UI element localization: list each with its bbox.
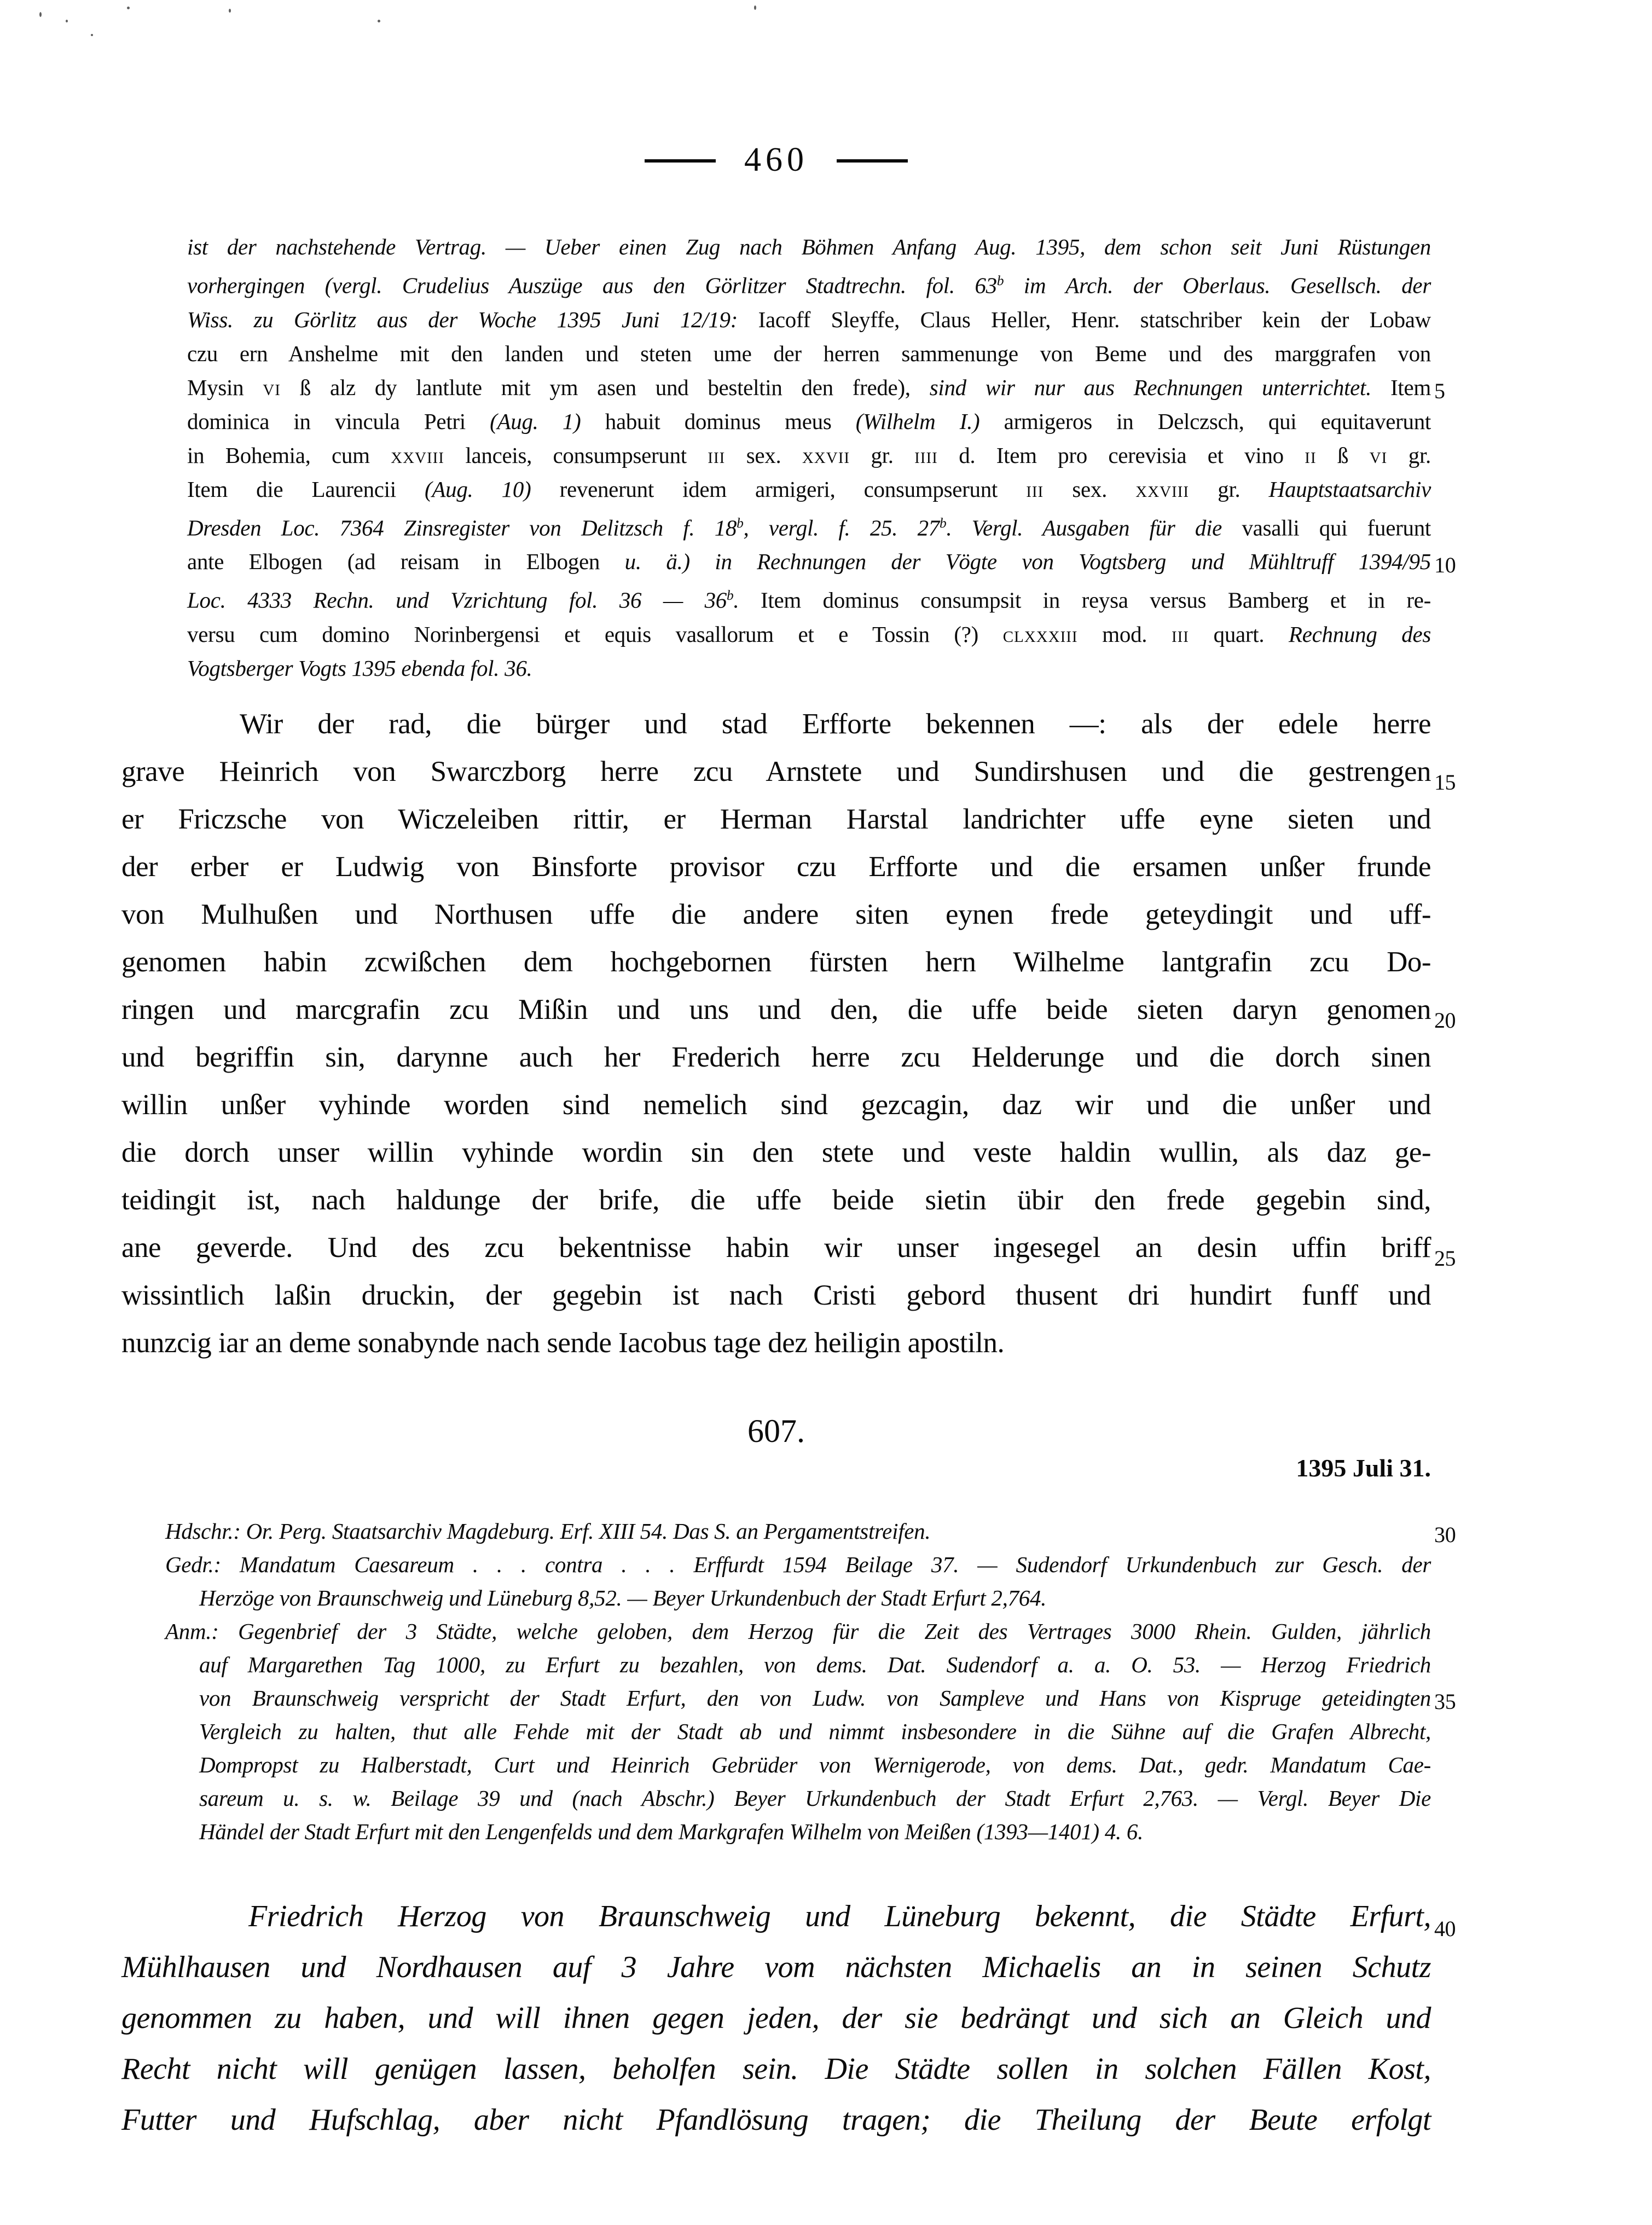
- text-line: [165, 1615, 1431, 1648]
- scan-artifact: [127, 7, 130, 9]
- text-segment: habuit dominus meus: [581, 408, 856, 434]
- text-segment: teidingit ist, nach haldunge der brife, die uffe beide sietin übir den frede gegebin sind,: [121, 1184, 1431, 1216]
- text-segment: mod.: [1077, 621, 1172, 647]
- text-segment: gr.: [850, 442, 915, 468]
- text-line: [187, 404, 1431, 438]
- text-segment: sareum u. s. w. Beilage 39 und (nach Abschr.) Beyer Urkundenbuch der Stadt Erfurt 2,763. — Vergl. Beyer Die: [199, 1785, 1431, 1811]
- text-segment: ane geverde. Und des zcu bekentnisse habin wir unser ingesegel an desin uffin briff: [121, 1231, 1431, 1264]
- text-line: [165, 1648, 1431, 1682]
- text-segment: u. ä.) in Rechnungen der Vögte von Vogtsberg und Mühltruff 1394/95: [624, 549, 1431, 575]
- text-segment: Anm.: Gegenbrief der 3 Städte, welche geloben, dem Herzog für die Zeit des Vertrages 3000 Rhein. Gulden, jährlich: [165, 1618, 1431, 1644]
- text-segment: Herzöge von Braunschweig und Lüneburg 8,52. — Beyer Urkundenbuch der Stadt Erfurt 2,764.: [199, 1585, 1047, 1610]
- text-segment: in Bohemia, cum: [187, 442, 391, 468]
- text-segment: armigeros in Delczsch, qui equitaverunt: [979, 408, 1431, 434]
- entry-date: 1395 Juli 31.: [1296, 1453, 1431, 1482]
- text-line: [121, 1177, 1431, 1224]
- page-header: [121, 138, 1431, 182]
- text-segment: von Braunschweig verspricht der Stadt Erfurt, den von Ludw. von Sampleve und Hans von Kispruge geteidingten: [199, 1685, 1431, 1711]
- text-segment: von Mulhußen und Northusen uffe die andere siten eynen frede geteydingit und uff-: [121, 898, 1431, 930]
- text-segment: iii: [1171, 621, 1189, 647]
- text-segment: iii: [1026, 476, 1044, 502]
- margin-line-number: 20: [1434, 1007, 1456, 1033]
- text-line: [165, 1815, 1431, 1849]
- text-line: [121, 1081, 1431, 1129]
- text-segment: b: [996, 273, 1004, 288]
- entry-number-heading: 607.: [747, 1412, 805, 1449]
- text-segment: . Vergl. Ausgaben für die: [946, 515, 1242, 541]
- text-segment: genomen habin zcwißchen dem hochgebornen fürsten hern Wilhelme lantgrafin zcu Do-: [121, 946, 1431, 978]
- text-segment: Iacoff Sleyffe, Claus Heller, Henr. statschriber kein der Lobaw: [758, 306, 1431, 332]
- text-line: [121, 1224, 1456, 1272]
- scan-artifact: [91, 34, 93, 36]
- text-segment: der erber er Ludwig von Binsforte provisor czu Erfforte und die ersamen unßer frunde: [121, 850, 1431, 883]
- text-segment: Dompropst zu Halberstadt, Curt und Heinrich Gebrüder von Wernigerode, von dems. Dat., gedr. Mandatum Cae-: [199, 1752, 1431, 1777]
- text-line: [165, 1581, 1431, 1615]
- text-line: [165, 1782, 1431, 1815]
- text-segment: Wiss. zu Görlitz aus der Woche 1395 Juni 12/19:: [187, 306, 758, 332]
- scan-artifact: [229, 9, 231, 13]
- text-line: [121, 2044, 1431, 2095]
- text-segment: b: [737, 515, 744, 531]
- text-line: [165, 1748, 1431, 1782]
- scan-artifact: [378, 20, 380, 22]
- text-line: [121, 1891, 1456, 1942]
- text-line: [121, 1993, 1431, 2044]
- text-segment: sex.: [725, 442, 802, 468]
- text-segment: xxvii: [802, 442, 850, 468]
- text-line: [187, 506, 1431, 545]
- text-segment: ante Elbogen (ad reisam in Elbogen: [187, 549, 625, 575]
- text-segment: Futter und Hufschlag, aber nicht Pfandlösung tragen; die Theilung der Beute erfolgt: [121, 2102, 1431, 2137]
- text-segment: Wir der rad, die bürger und stad Erfforte bekennen —: als der edele herre: [240, 708, 1431, 740]
- margin-line-number: 30: [1434, 1522, 1456, 1547]
- text-segment: .: [733, 587, 761, 613]
- text-line: [121, 1942, 1431, 1993]
- text-segment: ii: [1305, 442, 1317, 468]
- text-line: [187, 370, 1445, 404]
- entry-606-charter-text: [121, 700, 1456, 1367]
- text-segment: im Arch. der Oberlaus. Gesellsch. der: [1004, 273, 1431, 298]
- text-segment: Vogtsberger Vogts 1395 ebenda fol. 36.: [187, 655, 532, 681]
- text-line: [187, 230, 1431, 264]
- text-line: [187, 337, 1431, 370]
- text-segment: lanceis, consumpserunt: [444, 442, 708, 468]
- text-segment: Dresden Loc. 7364 Zinsregister von Delitzsch f. 18: [187, 515, 737, 541]
- text-segment: willin unßer vyhinde worden sind nemelich sind gezcagin, daz wir und die unßer und: [121, 1088, 1431, 1121]
- text-segment: Item die Laurencii: [187, 476, 425, 502]
- text-line: [165, 1715, 1431, 1748]
- scan-artifact: [66, 20, 68, 22]
- page-number: 460: [744, 141, 808, 178]
- text-segment: Mühlhausen und Nordhausen auf 3 Jahre vom nächsten Michaelis an in seinen Schutz: [121, 1950, 1431, 1984]
- text-segment: wissintlich laßin druckin, der gegebin ist nach Cristi gebord thusent dri hundirt funff und: [121, 1279, 1431, 1311]
- text-line: [187, 264, 1431, 303]
- margin-line-number: 5: [1434, 378, 1445, 403]
- text-segment: d. Item pro cerevisia et vino: [937, 442, 1305, 468]
- text-line: [121, 1272, 1431, 1319]
- text-segment: ringen und marcgrafin zcu Mißin und uns und den, die uffe beide sieten daryn genomen: [121, 993, 1431, 1025]
- text-segment: iiii: [914, 442, 938, 468]
- text-segment: nunzcig iar an deme sonabynde nach sende Iacobus tage dez heiligin apostiln.: [121, 1326, 1005, 1359]
- text-line: [121, 1034, 1431, 1081]
- text-line: [187, 578, 1431, 617]
- text-line: [187, 472, 1431, 506]
- text-segment: gr.: [1387, 442, 1431, 468]
- margin-line-number: 25: [1434, 1245, 1456, 1271]
- text-segment: Loc. 4333 Rechn. und Vzrichtung fol. 36 — 36: [187, 587, 727, 613]
- entry-607-regest: [121, 1891, 1456, 2146]
- text-segment: (Aug. 1): [490, 408, 581, 434]
- text-segment: clxxxiii: [1002, 621, 1078, 647]
- entry-607-references: [165, 1515, 1456, 1849]
- text-segment: gr.: [1189, 476, 1269, 502]
- text-segment: ist der nachstehende Vertrag. — Ueber einen Zug nach Böhmen Anfang Aug. 1395, dem schon seit Juni Rüstungen: [187, 234, 1431, 259]
- text-line: [121, 1319, 1431, 1367]
- text-segment: iii: [708, 442, 726, 468]
- scan-artifact: [39, 12, 42, 17]
- text-segment: auf Margarethen Tag 1000, zu Erfurt zu bezahlen, von dems. Dat. Sudendorf a. a. O. 53. — Herzog Friedrich: [199, 1652, 1431, 1677]
- text-line: [121, 986, 1456, 1034]
- text-segment: Vergleich zu halten, thut alle Fehde mit der Stadt ab und nimmt insbesondere in die Sühne auf die Grafen Albrecht,: [199, 1718, 1431, 1744]
- text-segment: und begriffin sin, darynne auch her Frederich herre zcu Helderunge und die dorch sinen: [121, 1041, 1431, 1073]
- text-segment: er Friczsche von Wiczeleiben rittir, er Herman Harstal landrichter uffe eyne sieten und: [121, 803, 1431, 835]
- scan-artifact: [754, 5, 756, 10]
- text-segment: vorhergingen (vergl. Crudelius Auszüge aus den Görlitzer Stadtrechn. fol. 63: [187, 273, 997, 298]
- text-line: [121, 891, 1431, 938]
- text-segment: die dorch unser willin vyhinde wordin sin den stete und veste haldin wullin, als daz ge-: [121, 1136, 1431, 1168]
- text-segment: Mysin: [187, 374, 263, 400]
- text-segment: xxviii: [1135, 476, 1190, 502]
- text-line: [121, 796, 1431, 843]
- text-line: [165, 1682, 1456, 1715]
- text-segment: ß alz dy lantlute mit ym asen und besteltin den frede),: [280, 374, 930, 400]
- text-line: [187, 438, 1431, 472]
- text-segment: Hdschr.: Or. Perg. Staatsarchiv Magdeburg. Erf. XIII 54. Das S. an Pergamentstreifen.: [165, 1518, 931, 1544]
- entry-606-source-notes: [187, 230, 1456, 685]
- text-segment: (Aug. 10): [425, 476, 531, 502]
- text-segment: ß: [1316, 442, 1370, 468]
- text-segment: Hauptstaatsarchiv: [1268, 476, 1431, 502]
- text-line: [187, 303, 1431, 337]
- text-segment: versu cum domino Norinbergensi et equis vasallorum et e Tossin (?): [187, 621, 1003, 647]
- text-line: [121, 700, 1431, 748]
- text-line: [187, 617, 1431, 651]
- margin-line-number: 40: [1434, 1916, 1456, 1941]
- text-segment: Gedr.: Mandatum Caesareum . . . contra . . . Erffurdt 1594 Beilage 37. — Sudendorf Urkundenbuch zur Gesch. der: [165, 1551, 1431, 1577]
- text-segment: , vergl. f. 25. 27: [743, 515, 940, 541]
- text-segment: czu ern Anshelme mit den landen und steten ume der herren sammenunge von Beme und des marggrafen von: [187, 340, 1431, 366]
- text-line: [121, 843, 1431, 891]
- text-segment: Rechnung des: [1289, 621, 1431, 647]
- text-segment: sex.: [1044, 476, 1136, 502]
- text-column: [121, 138, 1456, 2146]
- margin-line-number: 15: [1434, 769, 1456, 795]
- text-segment: revenerunt idem armigeri, consumpserunt: [531, 476, 1027, 502]
- text-line: [121, 2095, 1431, 2146]
- text-segment: vi: [1369, 442, 1388, 468]
- text-line: [121, 938, 1431, 986]
- text-segment: b: [939, 515, 947, 531]
- text-segment: quart.: [1189, 621, 1289, 647]
- page-number-rule-left: [645, 159, 716, 163]
- text-segment: Friedrich Herzog von Braunschweig und Lüneburg bekennt, die Städte Erfurt,: [248, 1899, 1431, 1933]
- text-segment: dominica in vincula Petri: [187, 408, 490, 434]
- text-segment: vasalli qui fuerunt: [1242, 515, 1431, 541]
- text-segment: vi: [263, 374, 281, 400]
- text-line: [187, 651, 1431, 685]
- margin-line-number: 35: [1434, 1689, 1456, 1714]
- text-line: [121, 1129, 1431, 1177]
- text-segment: Recht nicht will genügen lassen, beholfen sein. Die Städte sollen in solchen Fällen Kost,: [121, 2052, 1431, 2086]
- text-line: [187, 544, 1456, 578]
- text-segment: Item dominus consumpsit in reysa versus Bamberg et in re-: [761, 587, 1431, 613]
- text-line: [165, 1548, 1431, 1581]
- text-segment: (Wilhelm I.): [855, 408, 980, 434]
- text-segment: Item: [1390, 374, 1431, 400]
- text-segment: xxviii: [391, 442, 444, 468]
- text-line: [165, 1515, 1456, 1548]
- margin-line-number: 10: [1434, 553, 1456, 578]
- text-line: [121, 748, 1456, 796]
- text-segment: b: [727, 588, 734, 604]
- page-number-rule-right: [837, 159, 908, 163]
- text-segment: sind wir nur aus Rechnungen unterrichtet.: [929, 374, 1391, 400]
- text-segment: grave Heinrich von Swarczborg herre zcu Arnstete und Sundirshusen und die gestrengen: [121, 755, 1431, 787]
- text-segment: genommen zu haben, und will ihnen gegen jeden, der sie bedrängt und sich an Gleich und: [121, 2001, 1431, 2035]
- text-segment: Händel der Stadt Erfurt mit den Lengenfelds und dem Markgrafen Wilhelm von Meißen (1393—1401) 4. 6.: [199, 1818, 1144, 1844]
